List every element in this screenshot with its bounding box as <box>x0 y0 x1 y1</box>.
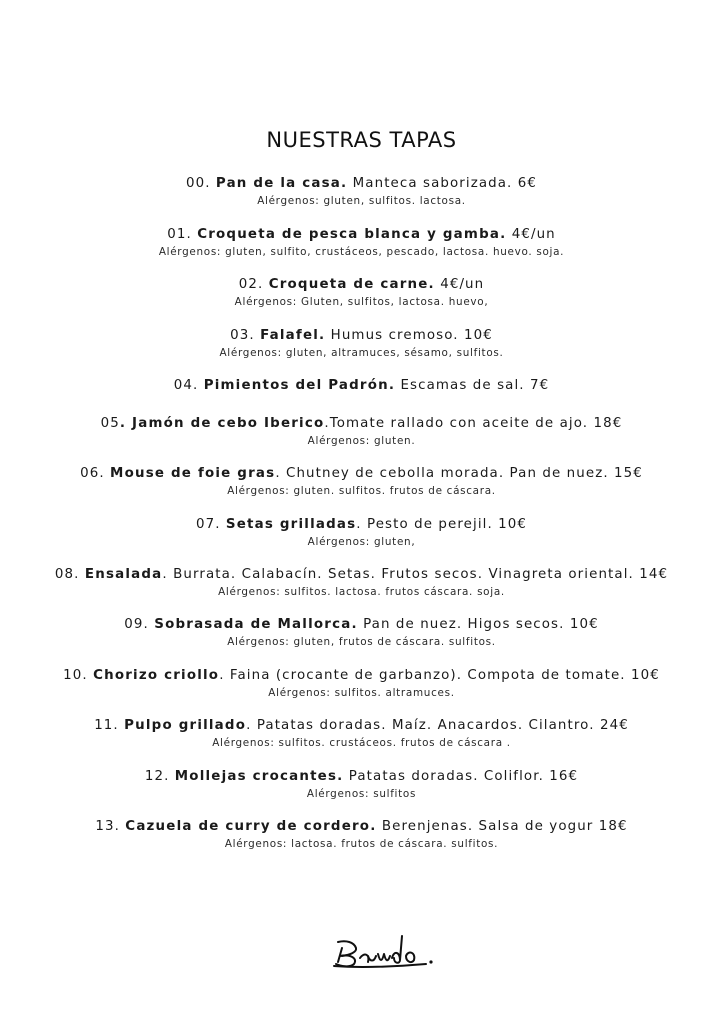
menu-item <box>0 377 723 395</box>
item-allergens: Alérgenos: Gluten, sulfitos, lactosa. huevo, <box>234 296 489 308</box>
item-name: Mouse de foie gras <box>110 466 276 481</box>
menu-item <box>0 276 723 309</box>
item-name: Pimientos del Padrón. <box>203 378 396 393</box>
item-description: . Patatas doradas. Maíz. Anacardos. Cilantro. 24€ <box>246 718 629 733</box>
item-allergens: Alérgenos: sulfitos. crustáceos. frutos de cáscara . <box>212 737 511 749</box>
item-description: .Tomate rallado con aceite de ajo. 18€ <box>324 416 623 431</box>
menu-item-line <box>0 616 723 634</box>
item-description: . Burrata. Calabacín. Setas. Frutos secos. Vinagreta oriental. 14€ <box>162 567 669 582</box>
menu-item <box>0 667 723 700</box>
menu-item <box>0 226 723 259</box>
menu-item-line <box>0 465 723 483</box>
item-allergens: Alérgenos: sulfitos. altramuces. <box>268 687 455 699</box>
item-allergens: Alérgenos: gluten, altramuces, sésamo, sulfitos. <box>219 347 504 359</box>
item-number: 10. <box>63 668 94 683</box>
item-description: . Faina (crocante de garbanzo). Compota de tomate. 10€ <box>219 668 660 683</box>
item-description: Escamas de sal. 7€ <box>395 378 550 393</box>
item-allergens: Alérgenos: sulfitos. lactosa. frutos cáscara. soja. <box>218 586 505 598</box>
item-number: 03. <box>230 328 261 343</box>
menu-item <box>0 327 723 360</box>
item-allergens: Alérgenos: gluten. sulfitos. frutos de cáscara. <box>227 485 496 497</box>
menu-item-line <box>0 276 723 294</box>
item-name: Croqueta de carne. <box>268 277 435 292</box>
item-description: Humus cremoso. 10€ <box>325 328 493 343</box>
menu-item-line <box>0 377 723 395</box>
item-description: Patatas doradas. Coliflor. 16€ <box>343 769 579 784</box>
item-name: . Jamón de cebo Iberico <box>119 416 325 431</box>
item-description: 4€/un <box>434 277 485 292</box>
menu-item-line <box>0 717 723 735</box>
item-name: Ensalada <box>84 567 163 582</box>
item-allergens: Alérgenos: gluten, sulfitos. lactosa. <box>257 195 466 207</box>
menu-item <box>0 818 723 851</box>
item-description: Pan de nuez. Higos secos. 10€ <box>357 617 599 632</box>
item-name: Cazuela de curry de cordero. <box>125 819 377 834</box>
item-description: Berenjenas. Salsa de yogur 18€ <box>376 819 628 834</box>
item-allergens: Alérgenos: gluten, frutos de cáscara. sulfitos. <box>227 636 496 648</box>
item-name: Croqueta de pesca blanca y gamba. <box>197 227 507 242</box>
item-name: Chorizo criollo <box>93 668 220 683</box>
item-description: 4€/un <box>506 227 556 242</box>
item-number: 04. <box>173 378 204 393</box>
item-number: 13. <box>95 819 126 834</box>
item-number: 06. <box>80 466 111 481</box>
item-number: 09. <box>124 617 155 632</box>
item-description: Manteca saborizada. 6€ <box>347 176 538 191</box>
item-allergens: Alérgenos: sulfitos <box>306 788 417 800</box>
menu-item <box>0 616 723 649</box>
item-name: Mollejas crocantes. <box>174 769 344 784</box>
item-number: 02. <box>238 277 269 292</box>
menu-item <box>0 465 723 498</box>
menu-item-line <box>0 327 723 345</box>
item-name: Falafel. <box>260 328 326 343</box>
menu-item-line <box>0 175 723 193</box>
item-description: . Chutney de cebolla morada. Pan de nuez. 15€ <box>275 466 643 481</box>
item-name: Pan de la casa. <box>215 176 348 191</box>
menu-item <box>0 566 723 599</box>
menu-item-line <box>0 516 723 534</box>
menu-item <box>0 175 723 208</box>
menu-item <box>0 768 723 801</box>
item-number: 12. <box>144 769 175 784</box>
menu-item-line <box>0 667 723 685</box>
item-name: Setas grilladas <box>225 517 357 532</box>
menu-item-line <box>0 768 723 786</box>
item-number: 00. <box>185 176 216 191</box>
menu-item <box>0 415 723 448</box>
item-allergens: Alérgenos: gluten, sulfito, crustáceos, pescado, lactosa. huevo. soja. <box>158 246 565 258</box>
menu-item-line <box>0 415 723 433</box>
item-number: 08. <box>54 567 85 582</box>
item-number: 01. <box>167 227 198 242</box>
item-allergens: Alérgenos: gluten, <box>307 536 416 548</box>
menu-item-line <box>0 818 723 836</box>
menu-item <box>0 516 723 549</box>
item-name: Pulpo grillado <box>124 718 247 733</box>
signature-logo <box>330 928 440 972</box>
item-number: 07. <box>195 517 226 532</box>
menu-item-line <box>0 226 723 244</box>
item-description: . Pesto de perejil. 10€ <box>356 517 528 532</box>
item-number: 11. <box>94 718 125 733</box>
page-title: NUESTRAS TAPAS <box>266 128 457 152</box>
menu-item <box>0 717 723 750</box>
item-allergens: Alérgenos: gluten. <box>307 435 416 447</box>
menu-item-line <box>0 566 723 584</box>
item-name: Sobrasada de Mallorca. <box>154 617 358 632</box>
item-allergens: Alérgenos: lactosa. frutos de cáscara. sulfitos. <box>224 838 499 850</box>
item-number: 05 <box>100 416 120 431</box>
